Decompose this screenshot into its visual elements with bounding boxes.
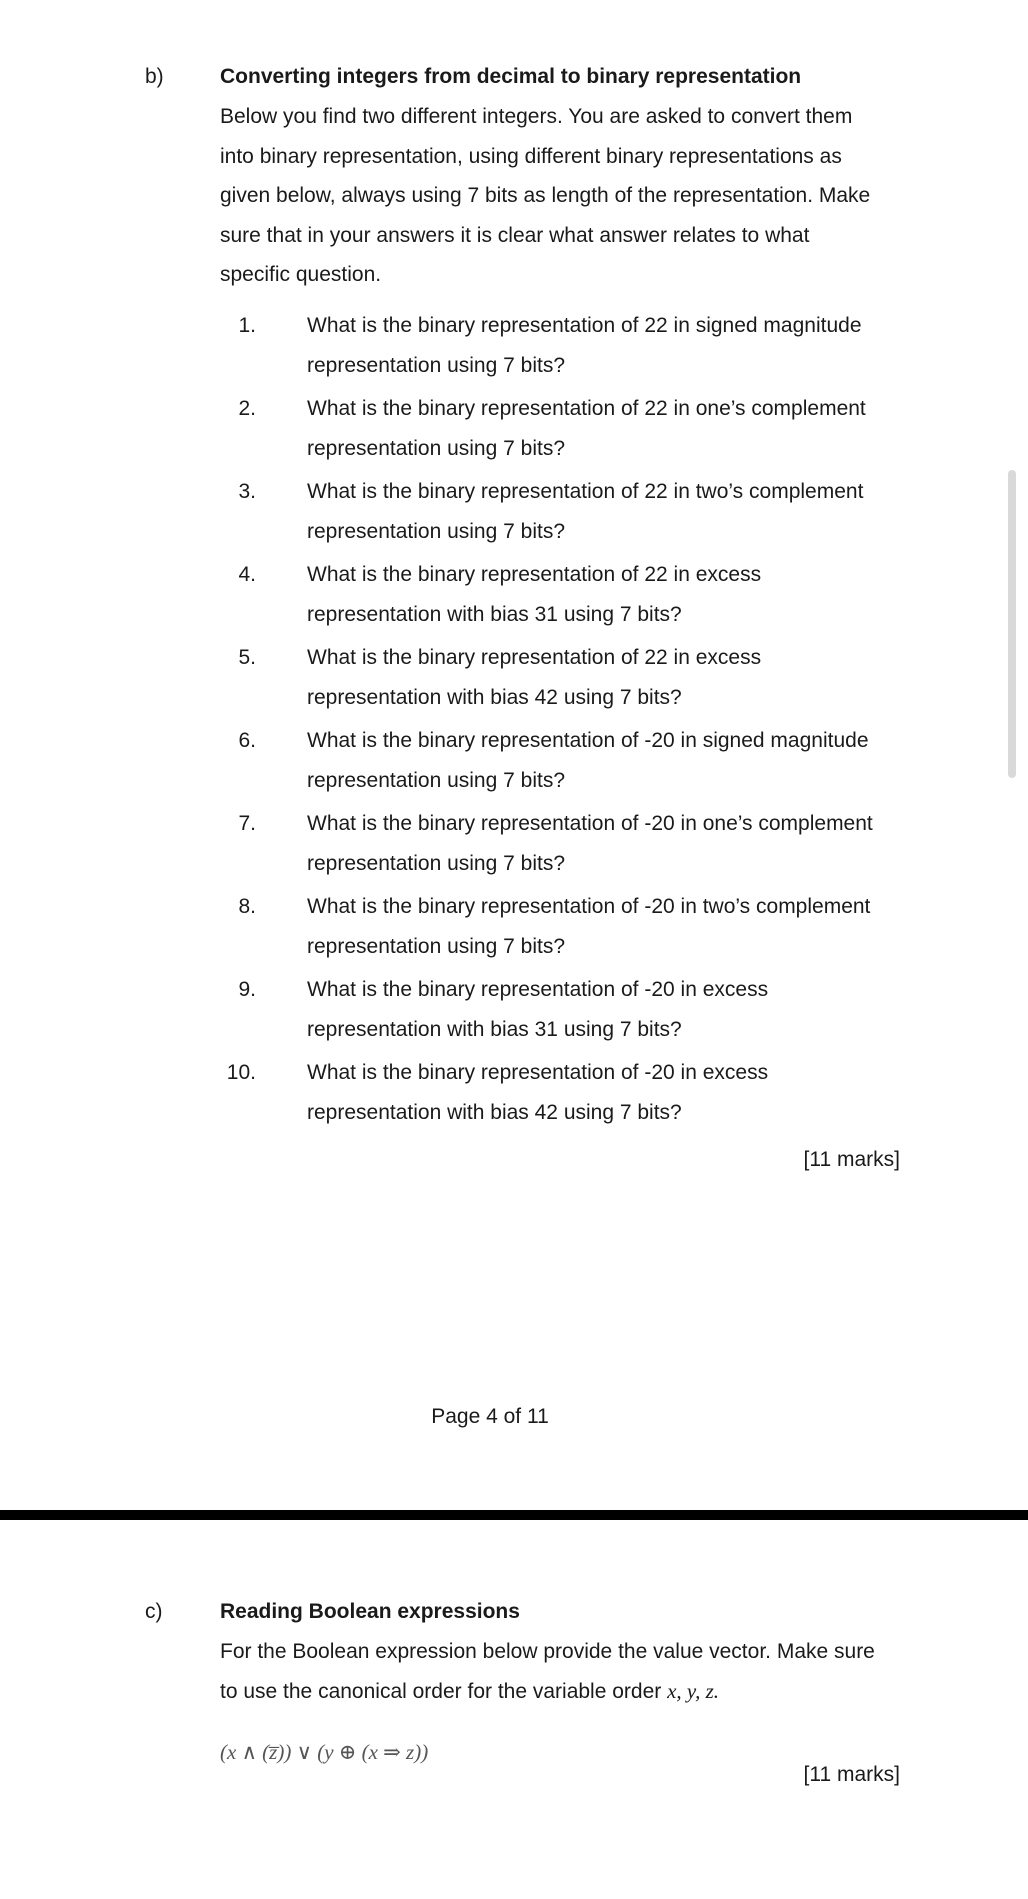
question-line-1: What is the binary representation of 22 in two’s complement	[307, 480, 864, 503]
question-line-2: representation using 7 bits?	[307, 353, 565, 377]
section-c-label: c)	[145, 1600, 163, 1623]
list-item	[0, 555, 1028, 637]
question-text	[307, 721, 927, 800]
question-line-1: What is the binary representation of 22 in excess	[307, 563, 762, 586]
question-text	[307, 472, 927, 551]
question-line-1: What is the binary representation of -20 in two’s complement	[307, 895, 871, 918]
question-number: 10.	[226, 1061, 256, 1084]
question-number: 4.	[238, 563, 256, 586]
section-b-label: b)	[145, 65, 164, 88]
question-number: 5.	[238, 646, 256, 669]
question-text	[307, 887, 927, 966]
section-b-marks: [11 marks]	[803, 1148, 900, 1171]
question-line-2: representation with bias 42 using 7 bits?	[307, 685, 682, 709]
section-b-intro-line-1: Below you find two different integers. You are asked to convert them	[220, 105, 853, 128]
question-line-1: What is the binary representation of 22 in excess	[307, 646, 762, 669]
question-number: 3.	[238, 480, 256, 503]
question-number: 6.	[238, 729, 256, 752]
section-c-line-1: For the Boolean expression below provide the value vector. Make sure	[220, 1640, 875, 1663]
section-b-title: Converting integers from decimal to binary representation	[220, 65, 802, 88]
question-line-1: What is the binary representation of -20 in excess	[307, 1061, 769, 1084]
list-item	[0, 970, 1028, 1052]
question-text	[307, 555, 927, 634]
question-line-2: representation with bias 31 using 7 bits?	[307, 602, 682, 626]
question-line-2: representation with bias 42 using 7 bits?	[307, 1100, 682, 1124]
question-number: 8.	[238, 895, 256, 918]
question-line-2: representation using 7 bits?	[307, 851, 565, 875]
section-c-marks: [11 marks]	[803, 1763, 900, 1786]
list-item	[0, 472, 1028, 554]
section-b-intro-line-5: specific question.	[220, 263, 382, 286]
list-item	[0, 389, 1028, 471]
section-c-title: Reading Boolean expressions	[220, 1600, 520, 1623]
list-item	[0, 638, 1028, 720]
list-item	[0, 887, 1028, 969]
list-item	[0, 721, 1028, 803]
scrollbar-thumb[interactable]	[1008, 470, 1016, 778]
question-number: 1.	[238, 314, 256, 337]
question-text	[307, 970, 927, 1049]
question-line-2: representation using 7 bits?	[307, 768, 565, 792]
section-c-line-2	[220, 1672, 910, 1712]
question-line-2: representation using 7 bits?	[307, 519, 565, 543]
question-text	[307, 306, 927, 385]
question-text	[307, 804, 927, 883]
question-line-2: representation using 7 bits?	[307, 436, 565, 460]
question-line-1: What is the binary representation of 22 in one’s complement	[307, 397, 866, 420]
section-c-line-2-text: to use the canonical order for the variable order	[220, 1679, 668, 1703]
boolean-expression: (x ∧ (z̅)) ∨ (y ⊕ (x ⇒ z))	[220, 1740, 429, 1764]
question-text	[307, 389, 927, 468]
question-number: 9.	[238, 978, 256, 1001]
variable-order: x, y, z.	[667, 1678, 719, 1703]
section-b-intro-line-2: into binary representation, using different binary representations as	[220, 144, 842, 168]
list-item	[0, 1053, 1028, 1135]
question-text	[307, 1053, 927, 1132]
question-number: 2.	[238, 397, 256, 420]
section-b-body	[220, 57, 910, 295]
question-line-2: representation with bias 31 using 7 bits?	[307, 1017, 682, 1041]
question-line-1: What is the binary representation of -20 in one’s complement	[307, 812, 873, 835]
question-line-1: What is the binary representation of 22 in signed magnitude	[307, 314, 862, 337]
question-line-2: representation using 7 bits?	[307, 934, 565, 958]
question-text	[307, 638, 927, 717]
section-b-intro-line-3: given below, always using 7 bits as length of the representation. Make	[220, 184, 871, 207]
question-number: 7.	[238, 812, 256, 835]
list-item	[0, 306, 1028, 388]
list-item	[0, 804, 1028, 886]
question-line-1: What is the binary representation of -20 in signed magnitude	[307, 729, 869, 752]
section-b-intro-line-4: sure that in your answers it is clear what answer relates to what	[220, 223, 810, 247]
page-divider	[0, 1510, 1028, 1520]
question-line-1: What is the binary representation of -20 in excess	[307, 978, 769, 1001]
page-number: Page 4 of 11	[431, 1405, 549, 1428]
